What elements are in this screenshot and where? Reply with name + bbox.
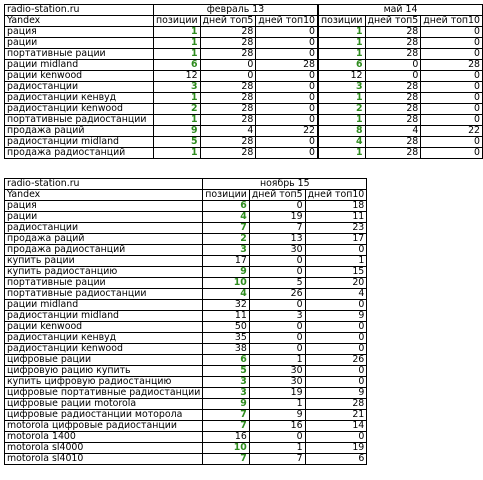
top10-days-cell: 0 <box>256 93 318 104</box>
position-cell: 9 <box>203 399 250 410</box>
top10-days-cell: 11 <box>305 212 367 223</box>
site-name: radio-station.ru <box>5 5 154 16</box>
column-header: дней топ5 <box>365 16 421 27</box>
top5-days-cell: 28 <box>365 104 421 115</box>
top10-days-cell: 23 <box>305 223 367 234</box>
query-cell: портативные рации <box>5 49 154 60</box>
position-cell: 5 <box>154 137 201 148</box>
top10-days-cell: 21 <box>305 410 367 421</box>
top10-days-cell: 0 <box>421 38 483 49</box>
column-header: дней топ5 <box>200 16 256 27</box>
query-cell: купить рации <box>5 256 203 267</box>
query-cell: продажа радиостанций <box>5 245 203 256</box>
site-name: radio-station.ru <box>5 179 203 190</box>
position-cell: 2 <box>318 104 365 115</box>
position-cell: 3 <box>318 82 365 93</box>
table-row <box>5 421 367 432</box>
top5-days-cell: 0 <box>249 201 305 212</box>
column-header: позиции <box>154 16 201 27</box>
column-header: дней топ10 <box>256 16 318 27</box>
table-row <box>5 399 367 410</box>
table-row <box>5 388 367 399</box>
position-cell: 1 <box>318 38 365 49</box>
top5-days-cell: 7 <box>249 223 305 234</box>
position-cell: 50 <box>203 322 250 333</box>
top5-days-cell: 28 <box>200 115 256 126</box>
position-cell: 3 <box>203 377 250 388</box>
position-cell: 32 <box>203 300 250 311</box>
table-row <box>5 201 367 212</box>
top5-days-cell: 19 <box>249 212 305 223</box>
table-row <box>5 289 367 300</box>
position-cell: 7 <box>203 421 250 432</box>
top5-days-cell: 28 <box>200 27 256 38</box>
top10-days-cell: 22 <box>421 126 483 137</box>
table-row <box>5 366 367 377</box>
top10-days-cell: 0 <box>256 49 318 60</box>
position-cell: 7 <box>203 223 250 234</box>
top5-days-cell: 0 <box>200 60 256 71</box>
table-row <box>5 355 367 366</box>
top5-days-cell: 0 <box>365 60 421 71</box>
top5-days-cell: 28 <box>365 27 421 38</box>
top10-days-cell: 0 <box>421 93 483 104</box>
column-header: дней топ5 <box>249 190 305 201</box>
table-row <box>5 410 367 421</box>
table-row <box>5 137 483 148</box>
query-cell: motorola sl4010 <box>5 454 203 465</box>
query-cell: цифровую рацию купить <box>5 366 203 377</box>
position-cell: 1 <box>318 148 365 159</box>
top10-days-cell: 6 <box>305 454 367 465</box>
top10-days-cell: 0 <box>421 115 483 126</box>
query-cell: motorola цифровые радиостанции <box>5 421 203 432</box>
top10-days-cell: 0 <box>421 82 483 93</box>
query-cell: радиостанции <box>5 82 154 93</box>
table-row <box>5 443 367 454</box>
top5-days-cell: 4 <box>365 126 421 137</box>
query-cell: рации kenwood <box>5 71 154 82</box>
table-row <box>5 256 367 267</box>
top10-days-cell: 20 <box>305 278 367 289</box>
position-cell: 1 <box>318 115 365 126</box>
top5-days-cell: 3 <box>249 311 305 322</box>
table-row <box>5 333 367 344</box>
rankings-table-nov15 <box>4 178 367 465</box>
top10-days-cell: 0 <box>421 27 483 38</box>
table-row <box>5 311 367 322</box>
period-header: ноябрь 15 <box>203 179 367 190</box>
position-cell: 17 <box>203 256 250 267</box>
position-cell: 7 <box>203 410 250 421</box>
top10-days-cell: 0 <box>256 71 318 82</box>
query-cell: рации kenwood <box>5 322 203 333</box>
top10-days-cell: 1 <box>305 256 367 267</box>
top5-days-cell: 28 <box>365 82 421 93</box>
table-row <box>5 234 367 245</box>
top5-days-cell: 16 <box>249 421 305 432</box>
top5-days-cell: 4 <box>200 126 256 137</box>
query-cell: продажа раций <box>5 234 203 245</box>
search-engine: Yandex <box>5 16 154 27</box>
top10-days-cell: 26 <box>305 355 367 366</box>
column-header: дней топ10 <box>421 16 483 27</box>
position-cell: 3 <box>154 82 201 93</box>
top10-days-cell: 0 <box>305 245 367 256</box>
period-header: май 14 <box>318 5 482 16</box>
table-row <box>5 454 367 465</box>
top5-days-cell: 28 <box>365 137 421 148</box>
top10-days-cell: 0 <box>421 104 483 115</box>
query-cell: портативные рации <box>5 278 203 289</box>
top10-days-cell: 0 <box>256 82 318 93</box>
table-row <box>5 148 483 159</box>
top5-days-cell: 28 <box>200 148 256 159</box>
top10-days-cell: 0 <box>421 71 483 82</box>
query-cell: цифровые портативные радиостанции <box>5 388 203 399</box>
position-cell: 6 <box>318 60 365 71</box>
position-cell: 9 <box>203 267 250 278</box>
top5-days-cell: 28 <box>365 38 421 49</box>
top10-days-cell: 28 <box>305 399 367 410</box>
top5-days-cell: 0 <box>200 71 256 82</box>
position-cell: 1 <box>154 93 201 104</box>
top5-days-cell: 0 <box>249 256 305 267</box>
query-cell: рации <box>5 38 154 49</box>
top10-days-cell: 0 <box>305 366 367 377</box>
top10-days-cell: 22 <box>256 126 318 137</box>
position-cell: 6 <box>203 201 250 212</box>
query-cell: портативные радиостанции <box>5 115 154 126</box>
top5-days-cell: 1 <box>249 443 305 454</box>
top5-days-cell: 9 <box>249 410 305 421</box>
top10-days-cell: 0 <box>305 322 367 333</box>
top10-days-cell: 28 <box>256 60 318 71</box>
query-cell: портативные радиостанции <box>5 289 203 300</box>
period-header: февраль 13 <box>154 5 318 16</box>
table-row <box>5 126 483 137</box>
top10-days-cell: 0 <box>256 137 318 148</box>
query-cell: купить радиостанцию <box>5 267 203 278</box>
position-cell: 38 <box>203 344 250 355</box>
position-cell: 3 <box>203 245 250 256</box>
top5-days-cell: 28 <box>365 148 421 159</box>
top5-days-cell: 28 <box>200 38 256 49</box>
top5-days-cell: 0 <box>249 432 305 443</box>
query-cell: радиостанции кенвуд <box>5 333 203 344</box>
top5-days-cell: 28 <box>365 115 421 126</box>
position-cell: 1 <box>318 27 365 38</box>
position-cell: 1 <box>154 27 201 38</box>
position-cell: 1 <box>154 49 201 60</box>
table-row <box>5 432 367 443</box>
query-cell: рации <box>5 212 203 223</box>
table-row <box>5 300 367 311</box>
search-engine: Yandex <box>5 190 203 201</box>
position-cell: 1 <box>318 49 365 60</box>
top5-days-cell: 26 <box>249 289 305 300</box>
top5-days-cell: 28 <box>200 93 256 104</box>
top10-days-cell: 0 <box>305 377 367 388</box>
top5-days-cell: 13 <box>249 234 305 245</box>
top10-days-cell: 0 <box>305 300 367 311</box>
top5-days-cell: 30 <box>249 366 305 377</box>
top10-days-cell: 17 <box>305 234 367 245</box>
position-cell: 9 <box>154 126 201 137</box>
top5-days-cell: 1 <box>249 399 305 410</box>
query-cell: motorola sl4000 <box>5 443 203 454</box>
query-cell: motorola 1400 <box>5 432 203 443</box>
position-cell: 35 <box>203 333 250 344</box>
table-row <box>5 223 367 234</box>
top5-days-cell: 28 <box>365 93 421 104</box>
top5-days-cell: 0 <box>249 333 305 344</box>
table-row <box>5 104 483 115</box>
top5-days-cell: 7 <box>249 454 305 465</box>
position-cell: 6 <box>203 355 250 366</box>
position-cell: 6 <box>154 60 201 71</box>
top10-days-cell: 19 <box>305 443 367 454</box>
position-cell: 3 <box>203 388 250 399</box>
table-row <box>5 245 367 256</box>
top10-days-cell: 14 <box>305 421 367 432</box>
position-cell: 4 <box>203 212 250 223</box>
top10-days-cell: 15 <box>305 267 367 278</box>
top5-days-cell: 0 <box>249 322 305 333</box>
query-cell: цифровые рации motorola <box>5 399 203 410</box>
query-cell: радиостанции midland <box>5 311 203 322</box>
top10-days-cell: 0 <box>421 137 483 148</box>
position-cell: 5 <box>203 366 250 377</box>
column-header: дней топ10 <box>305 190 367 201</box>
table-row <box>5 212 367 223</box>
position-cell: 1 <box>154 148 201 159</box>
query-cell: радиостанции midland <box>5 137 154 148</box>
query-cell: цифровые радиостанции моторола <box>5 410 203 421</box>
position-cell: 12 <box>154 71 201 82</box>
table-row <box>5 278 367 289</box>
position-cell: 11 <box>203 311 250 322</box>
query-cell: радиостанции kenwood <box>5 104 154 115</box>
top10-days-cell: 0 <box>256 104 318 115</box>
position-cell: 4 <box>318 137 365 148</box>
column-header: позиции <box>203 190 250 201</box>
top5-days-cell: 0 <box>249 344 305 355</box>
query-cell: радиостанции kenwood <box>5 344 203 355</box>
top5-days-cell: 28 <box>365 49 421 60</box>
query-cell: продажа раций <box>5 126 154 137</box>
top10-days-cell: 0 <box>421 49 483 60</box>
top5-days-cell: 19 <box>249 388 305 399</box>
table-row <box>5 82 483 93</box>
top10-days-cell: 0 <box>305 344 367 355</box>
position-cell: 1 <box>154 115 201 126</box>
top5-days-cell: 1 <box>249 355 305 366</box>
query-cell: рация <box>5 201 203 212</box>
top10-days-cell: 18 <box>305 201 367 212</box>
query-cell: цифровые рации <box>5 355 203 366</box>
position-cell: 4 <box>203 289 250 300</box>
top5-days-cell: 28 <box>200 82 256 93</box>
table-row <box>5 49 483 60</box>
top10-days-cell: 4 <box>305 289 367 300</box>
table-row <box>5 322 367 333</box>
table-row <box>5 71 483 82</box>
table-row <box>5 344 367 355</box>
table-row <box>5 377 367 388</box>
table-row <box>5 115 483 126</box>
query-cell: купить цифровую радиостанцию <box>5 377 203 388</box>
top5-days-cell: 28 <box>200 137 256 148</box>
top5-days-cell: 30 <box>249 245 305 256</box>
top10-days-cell: 28 <box>421 60 483 71</box>
query-cell: рации midland <box>5 60 154 71</box>
top5-days-cell: 5 <box>249 278 305 289</box>
top10-days-cell: 0 <box>421 148 483 159</box>
top10-days-cell: 0 <box>305 432 367 443</box>
table-row <box>5 267 367 278</box>
top10-days-cell: 0 <box>305 333 367 344</box>
position-cell: 2 <box>203 234 250 245</box>
query-cell: радиостанции <box>5 223 203 234</box>
table-row <box>5 60 483 71</box>
top5-days-cell: 0 <box>249 267 305 278</box>
top5-days-cell: 30 <box>249 377 305 388</box>
position-cell: 16 <box>203 432 250 443</box>
position-cell: 1 <box>154 38 201 49</box>
top10-days-cell: 0 <box>256 27 318 38</box>
query-cell: рации midland <box>5 300 203 311</box>
position-cell: 2 <box>154 104 201 115</box>
query-cell: рация <box>5 27 154 38</box>
top10-days-cell: 9 <box>305 311 367 322</box>
position-cell: 10 <box>203 278 250 289</box>
table-row <box>5 27 483 38</box>
position-cell: 8 <box>318 126 365 137</box>
column-header: позиции <box>318 16 365 27</box>
top5-days-cell: 0 <box>249 300 305 311</box>
query-cell: радиостанции кенвуд <box>5 93 154 104</box>
rankings-table-feb13-may14 <box>4 4 483 159</box>
table-row <box>5 93 483 104</box>
position-cell: 7 <box>203 454 250 465</box>
query-cell: продажа радиостанций <box>5 148 154 159</box>
top10-days-cell: 0 <box>256 38 318 49</box>
top10-days-cell: 0 <box>256 115 318 126</box>
position-cell: 12 <box>318 71 365 82</box>
top5-days-cell: 28 <box>200 104 256 115</box>
position-cell: 1 <box>318 93 365 104</box>
top10-days-cell: 0 <box>256 148 318 159</box>
position-cell: 10 <box>203 443 250 454</box>
table-row <box>5 38 483 49</box>
top5-days-cell: 0 <box>365 71 421 82</box>
top10-days-cell: 9 <box>305 388 367 399</box>
top5-days-cell: 28 <box>200 49 256 60</box>
